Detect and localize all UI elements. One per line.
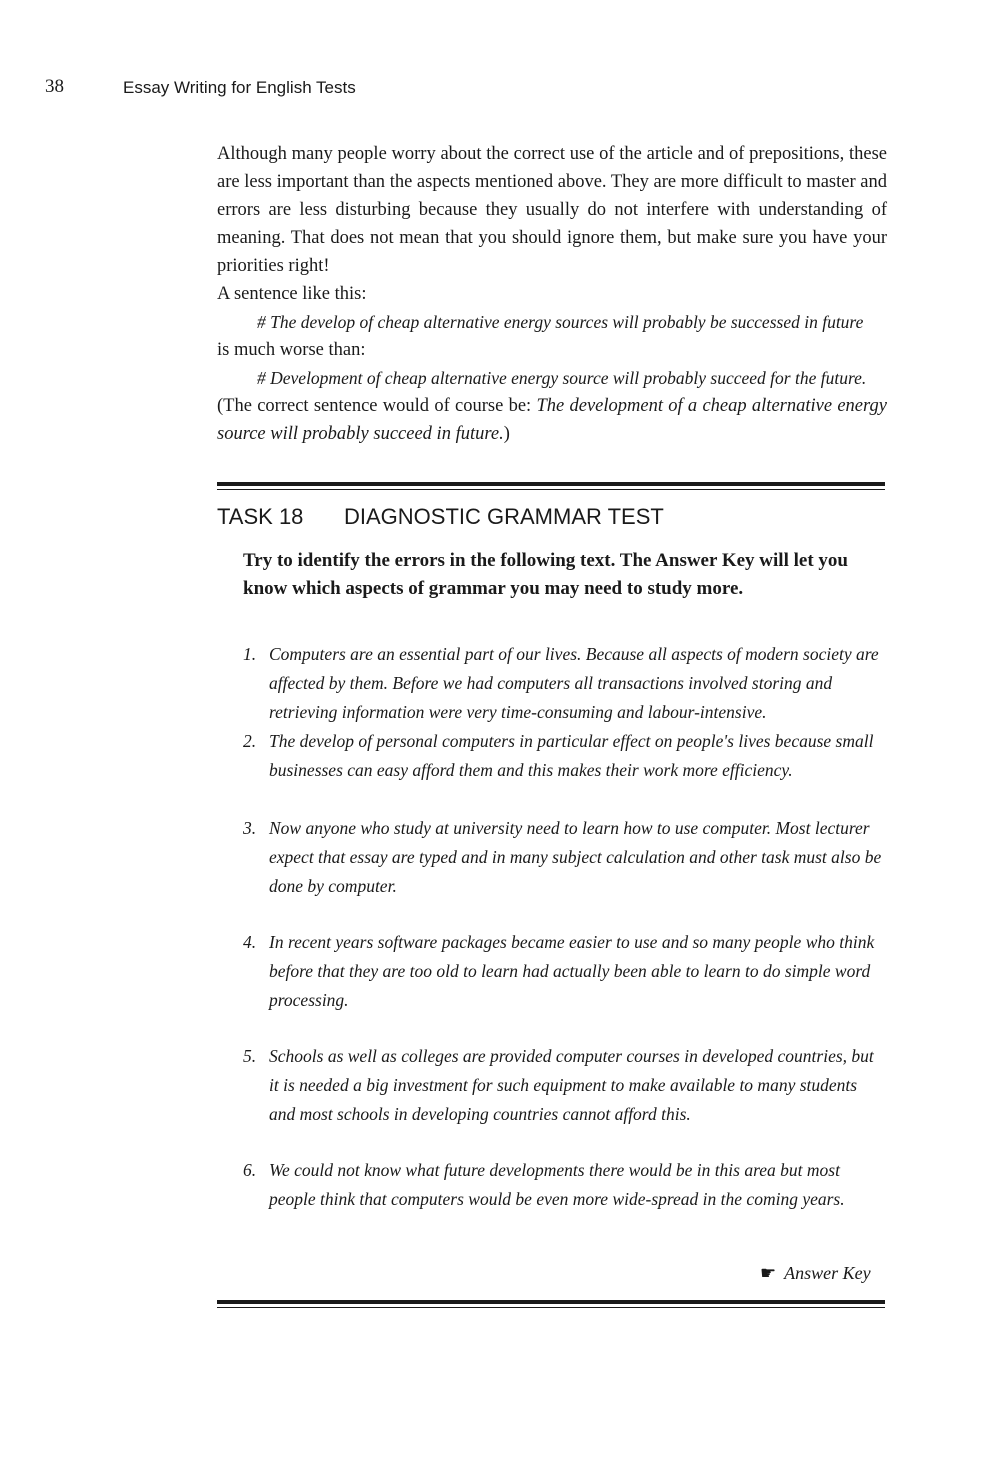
item-text: Now anyone who study at university need to learn how to use computer. Most lecturer expect that essay are typed and in many subject calculation and other task must also be done by computer. — [269, 818, 882, 896]
answer-key-link[interactable] — [760, 1263, 871, 1284]
top-rule — [217, 482, 885, 490]
exercise-list — [243, 640, 883, 1214]
correction-note — [217, 392, 887, 448]
page-number: 38 — [45, 76, 64, 97]
task-heading — [217, 504, 664, 530]
correction-suffix: ) — [503, 424, 510, 444]
bottom-rule — [217, 1300, 885, 1308]
list-item — [243, 814, 883, 901]
answer-key-label: Answer Key — [784, 1263, 871, 1283]
running-title: Essay Writing for English Tests — [123, 78, 356, 97]
item-text: We could not know what future developments there would be in this area but most people think that computers would be even more wide-spread in the coming years. — [269, 1160, 845, 1209]
task-number: TASK 18 — [217, 504, 304, 529]
item-number: 1. — [243, 644, 257, 664]
item-text: Computers are an essential part of our lives. Because all aspects of modern society are affected by them. Before we had computers all transactions involved storing and retrieving information were very time-consuming and labour-intensive. — [269, 644, 879, 722]
pointing-hand-icon: ☛ — [760, 1263, 777, 1283]
list-item — [243, 640, 883, 727]
example-sentence-1: # The develop of cheap alternative energy sources will probably be successed in future — [257, 312, 864, 332]
example-lead: A sentence like this: — [217, 284, 367, 304]
task-title: DIAGNOSTIC GRAMMAR TEST — [344, 504, 664, 529]
item-number: 6. — [243, 1160, 257, 1180]
example-middle: is much worse than: — [217, 340, 366, 360]
item-number: 5. — [243, 1046, 257, 1066]
item-number: 4. — [243, 932, 257, 952]
correction-prefix: (The correct sentence would of course be: — [217, 396, 537, 416]
item-number: 3. — [243, 818, 257, 838]
list-item — [243, 1156, 883, 1214]
example-sentence-2: # Development of cheap alternative energy source will probably succeed for the future. — [257, 368, 867, 388]
intro-paragraph: Although many people worry about the correct use of the article and of prepositions, these are less important than the aspects mentioned above. They are more difficult to master and errors are less disturbing because they usually do not interfere with understanding of meaning. That does not mean that you should ignore them, but make sure you have your priorities right! — [217, 144, 887, 276]
task-instruction: Try to identify the errors in the following text. The Answer Key will let you know which aspects of grammar you may need to study more. — [243, 550, 848, 599]
item-text: In recent years software packages became easier to use and so many people who think before that they are too old to learn had actually been able to learn to do simple word processing. — [269, 932, 875, 1010]
item-number: 2. — [243, 731, 257, 751]
item-text: Schools as well as colleges are provided computer courses in developed countries, but it is needed a big investment for such equipment to make available to many students and most schools in developing countries cannot afford this. — [269, 1046, 874, 1124]
item-text: The develop of personal computers in particular effect on people's lives because small businesses can easy afford them and this makes their work more efficiency. — [269, 731, 874, 780]
list-item — [243, 1042, 883, 1129]
list-item — [243, 928, 883, 1015]
intro-section — [217, 140, 887, 448]
list-item — [243, 727, 883, 785]
correction-sentence: The development of a cheap alternative energy source will probably succeed in future. — [217, 396, 887, 444]
